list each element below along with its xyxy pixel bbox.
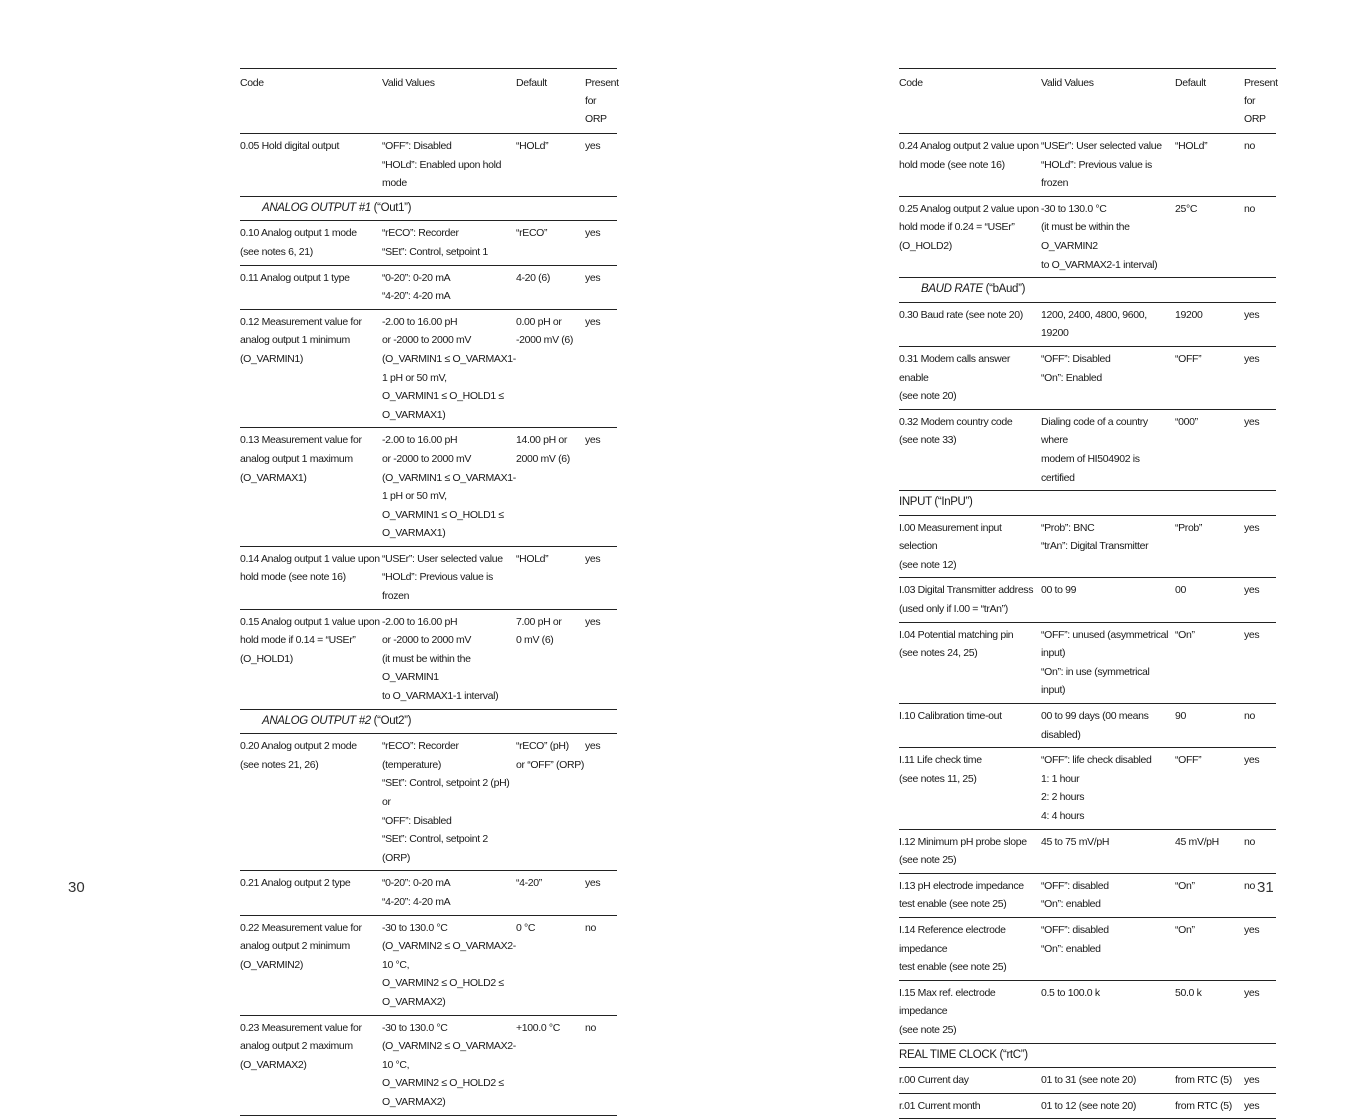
right-page-table (899, 68, 1276, 1119)
cell-valid-values: “USEr”: User selected value “HOLd”: Previous value is frozen (382, 546, 516, 609)
header-present-for-orp: Present for ORP (585, 69, 617, 134)
cell-code: r.01 Current month (899, 1093, 1041, 1119)
cell-code: 0.12 Measurement value for analog output 1 minimum (O_VARMIN1) (240, 309, 382, 428)
page-number-left: 30 (68, 879, 85, 896)
cell-valid-values: “USEr”: User selected value “HOLd”: Previous value is frozen (1041, 134, 1175, 197)
cell-present-for-orp: no (1244, 134, 1276, 197)
table-row (899, 917, 1276, 980)
table-header-row (899, 69, 1276, 134)
cell-present-for-orp: yes (585, 221, 617, 265)
cell-default: 0 °C (516, 915, 585, 1015)
cell-valid-values: “Prob”: BNC “trAn”: Digital Transmitter (1041, 515, 1175, 578)
cell-default: “HOLd” (516, 134, 585, 197)
cell-code: 0.20 Analog output 2 mode (see notes 21, 26) (240, 734, 382, 871)
cell-code: 0.31 Modem calls answer enable (see note 20) (899, 346, 1041, 409)
cell-default: from RTC (5) (1175, 1068, 1244, 1094)
cell-default: 90 (1175, 704, 1244, 748)
table-row (240, 734, 617, 871)
cell-present-for-orp: yes (1244, 917, 1276, 980)
section-title (899, 1043, 1276, 1068)
cell-valid-values: “OFF”: disabled “On”: enabled (1041, 917, 1175, 980)
cell-code: I.14 Reference electrode impedance test enable (see note 25) (899, 917, 1041, 980)
cell-code: I.12 Minimum pH probe slope (see note 25) (899, 829, 1041, 873)
table-row (899, 1093, 1276, 1119)
section-title-text: (“bAud”) (983, 283, 1025, 295)
page-number-right: 31 (1257, 879, 1274, 896)
table-row (899, 302, 1276, 346)
section-title-italic: BAUD RATE (899, 283, 983, 295)
cell-present-for-orp: yes (585, 134, 617, 197)
table-row (899, 873, 1276, 917)
cell-valid-values: “OFF”: Disabled “On”: Enabled (1041, 346, 1175, 409)
table-row (899, 409, 1276, 490)
cell-present-for-orp: yes (585, 265, 617, 309)
section-title-text: INPUT (“InPU”) (899, 496, 972, 508)
cell-valid-values: -2.00 to 16.00 pH or -2000 to 2000 mV (O_VARMIN1 ≤ O_VARMAX1-1 pH or 50 mV, O_VARMIN1 ≤ O_HOLD1 ≤ O_VARMAX1) (382, 309, 516, 428)
cell-valid-values: 01 to 12 (see note 20) (1041, 1093, 1175, 1119)
cell-default: 14.00 pH or 2000 mV (6) (516, 428, 585, 547)
table-row (899, 1068, 1276, 1094)
section-title-text: (“Out1”) (371, 202, 411, 214)
cell-default: from RTC (5) (1175, 1093, 1244, 1119)
cell-present-for-orp: yes (1244, 578, 1276, 622)
cell-present-for-orp: no (585, 1015, 617, 1115)
section-title (240, 196, 617, 221)
cell-default: 19200 (1175, 302, 1244, 346)
cell-valid-values: “rECO”: Recorder “SEt”: Control, setpoint 1 (382, 221, 516, 265)
section-header-row (899, 1043, 1276, 1068)
cell-default: +100.0 °C (516, 1015, 585, 1115)
cell-present-for-orp: yes (1244, 622, 1276, 703)
cell-default: 4-20 (6) (516, 265, 585, 309)
cell-valid-values: 01 to 31 (see note 20) (1041, 1068, 1175, 1094)
cell-present-for-orp: no (1244, 704, 1276, 748)
cell-present-for-orp: yes (585, 428, 617, 547)
table-row (899, 346, 1276, 409)
cell-code: 0.22 Measurement value for analog output 2 minimum (O_VARMIN2) (240, 915, 382, 1015)
cell-valid-values: 45 to 75 mV/pH (1041, 829, 1175, 873)
section-title-text: (“Out2”) (371, 715, 411, 727)
cell-default: “On” (1175, 917, 1244, 980)
cell-code: I.15 Max ref. electrode impedance (see note 25) (899, 980, 1041, 1043)
table-body (899, 69, 1276, 1119)
cell-valid-values: Dialing code of a country where modem of HI504902 is certified (1041, 409, 1175, 490)
cell-default: “rECO” (516, 221, 585, 265)
cell-valid-values: -2.00 to 16.00 pH or -2000 to 2000 mV (O_VARMIN1 ≤ O_VARMAX1-1 pH or 50 mV, O_VARMIN1 ≤ O_HOLD1 ≤ O_VARMAX1) (382, 428, 516, 547)
header-default: Default (1175, 69, 1244, 134)
section-title-italic: ANALOG OUTPUT #2 (240, 715, 371, 727)
cell-valid-values: “rECO”: Recorder (temperature) “SEt”: Control, setpoint 2 (pH) or “OFF”: Disabled “SEt”: Control, setpoint 2 (ORP) (382, 734, 516, 871)
cell-code: 0.21 Analog output 2 type (240, 871, 382, 915)
cell-valid-values: “OFF”: unused (asymmetrical input) “On”: in use (symmetrical input) (1041, 622, 1175, 703)
table-row (899, 748, 1276, 829)
cell-default: 25°C (1175, 196, 1244, 277)
cell-default: “On” (1175, 622, 1244, 703)
table-row (240, 546, 617, 609)
cell-code: 0.11 Analog output 1 type (240, 265, 382, 309)
cell-code: I.13 pH electrode impedance test enable (see note 25) (899, 873, 1041, 917)
cell-code: 0.15 Analog output 1 value upon hold mode if 0.14 = “USEr” (O_HOLD1) (240, 609, 382, 709)
header-code: Code (899, 69, 1041, 134)
table-row (240, 309, 617, 428)
table-end-rule (240, 1115, 617, 1116)
cell-code: 0.05 Hold digital output (240, 134, 382, 197)
section-title-text: REAL TIME CLOCK (“rtC”) (899, 1049, 1028, 1061)
cell-code: 0.32 Modem country code (see note 33) (899, 409, 1041, 490)
header-valid-values: Valid Values (1041, 69, 1175, 134)
cell-code: 0.25 Analog output 2 value upon hold mode if 0.24 = “USEr” (O_HOLD2) (899, 196, 1041, 277)
table-row (899, 578, 1276, 622)
cell-code: 0.30 Baud rate (see note 20) (899, 302, 1041, 346)
cell-present-for-orp: yes (1244, 409, 1276, 490)
section-title (899, 491, 1276, 516)
header-valid-values: Valid Values (382, 69, 516, 134)
cell-default: “4-20” (516, 871, 585, 915)
table-header-row (240, 69, 617, 134)
table-row (240, 134, 617, 197)
cell-code: r.00 Current day (899, 1068, 1041, 1094)
table-row (899, 134, 1276, 197)
cell-present-for-orp: no (1244, 196, 1276, 277)
section-header-row (899, 278, 1276, 303)
cell-valid-values: 0.5 to 100.0 k (1041, 980, 1175, 1043)
cell-code: I.04 Potential matching pin (see notes 24, 25) (899, 622, 1041, 703)
table-row (240, 871, 617, 915)
cell-default: 45 mV/pH (1175, 829, 1244, 873)
cell-present-for-orp: yes (1244, 515, 1276, 578)
table-row (240, 915, 617, 1015)
cell-code: 0.14 Analog output 1 value upon hold mode (see note 16) (240, 546, 382, 609)
cell-code: 0.23 Measurement value for analog output 2 maximum (O_VARMAX2) (240, 1015, 382, 1115)
table-row (899, 196, 1276, 277)
cell-default: 7.00 pH or 0 mV (6) (516, 609, 585, 709)
cell-present-for-orp: yes (1244, 1068, 1276, 1094)
cell-code: I.03 Digital Transmitter address (used only if I.00 = “trAn”) (899, 578, 1041, 622)
section-header-row (240, 709, 617, 734)
cell-present-for-orp: no (1244, 873, 1276, 917)
cell-present-for-orp: yes (1244, 980, 1276, 1043)
table-row (899, 704, 1276, 748)
cell-present-for-orp: yes (1244, 1093, 1276, 1119)
section-header-row (899, 491, 1276, 516)
table-body (240, 69, 617, 1116)
table-row (240, 265, 617, 309)
cell-valid-values: 1200, 2400, 4800, 9600, 19200 (1041, 302, 1175, 346)
cell-valid-values: -2.00 to 16.00 pH or -2000 to 2000 mV (it must be within the O_VARMIN1 to O_VARMAX1-1 interval) (382, 609, 516, 709)
table-row (240, 221, 617, 265)
table-row (899, 829, 1276, 873)
cell-code: I.10 Calibration time-out (899, 704, 1041, 748)
section-header-row (240, 196, 617, 221)
cell-code: 0.10 Analog output 1 mode (see notes 6, 21) (240, 221, 382, 265)
cell-valid-values: “0-20”: 0-20 mA “4-20”: 4-20 mA (382, 871, 516, 915)
table-row (899, 622, 1276, 703)
cell-code: 0.24 Analog output 2 value upon hold mode (see note 16) (899, 134, 1041, 197)
header-default: Default (516, 69, 585, 134)
table-row (240, 609, 617, 709)
cell-present-for-orp: no (1244, 829, 1276, 873)
section-title-italic: ANALOG OUTPUT #1 (240, 202, 371, 214)
cell-valid-values: “0-20”: 0-20 mA “4-20”: 4-20 mA (382, 265, 516, 309)
cell-present-for-orp: yes (585, 309, 617, 428)
cell-default: “On” (1175, 873, 1244, 917)
cell-code: I.11 Life check time (see notes 11, 25) (899, 748, 1041, 829)
table-row (240, 428, 617, 547)
header-code: Code (240, 69, 382, 134)
table-row (899, 515, 1276, 578)
cell-present-for-orp: yes (1244, 302, 1276, 346)
cell-present-for-orp: yes (585, 734, 617, 871)
cell-default: “HOLd” (1175, 134, 1244, 197)
cell-present-for-orp: no (585, 915, 617, 1015)
end-rule-cell (240, 1115, 617, 1116)
cell-default: “HOLd” (516, 546, 585, 609)
table-row (899, 980, 1276, 1043)
section-title (899, 278, 1276, 303)
cell-valid-values: -30 to 130.0 °C (O_VARMIN2 ≤ O_VARMAX2-10 °C, O_VARMIN2 ≤ O_HOLD2 ≤ O_VARMAX2) (382, 915, 516, 1015)
cell-valid-values: “OFF”: life check disabled 1: 1 hour 2: 2 hours 4: 4 hours (1041, 748, 1175, 829)
cell-valid-values: 00 to 99 days (00 means disabled) (1041, 704, 1175, 748)
cell-default: “OFF” (1175, 748, 1244, 829)
cell-present-for-orp: yes (1244, 748, 1276, 829)
cell-valid-values: 00 to 99 (1041, 578, 1175, 622)
cell-valid-values: “OFF”: disabled “On”: enabled (1041, 873, 1175, 917)
cell-default: “Prob” (1175, 515, 1244, 578)
cell-code: 0.13 Measurement value for analog output 1 maximum (O_VARMAX1) (240, 428, 382, 547)
cell-default: “000” (1175, 409, 1244, 490)
cell-valid-values: -30 to 130.0 °C (it must be within the O_VARMIN2 to O_VARMAX2-1 interval) (1041, 196, 1175, 277)
section-title (240, 709, 617, 734)
cell-present-for-orp: yes (585, 546, 617, 609)
cell-valid-values: “OFF”: Disabled “HOLd”: Enabled upon hold mode (382, 134, 516, 197)
left-page-table (240, 68, 617, 1116)
cell-default: “OFF” (1175, 346, 1244, 409)
cell-code: I.00 Measurement input selection (see note 12) (899, 515, 1041, 578)
cell-present-for-orp: yes (585, 871, 617, 915)
cell-valid-values: -30 to 130.0 °C (O_VARMIN2 ≤ O_VARMAX2-10 °C, O_VARMIN2 ≤ O_HOLD2 ≤ O_VARMAX2) (382, 1015, 516, 1115)
cell-default: 50.0 k (1175, 980, 1244, 1043)
table-row (240, 1015, 617, 1115)
cell-present-for-orp: yes (1244, 346, 1276, 409)
cell-default: “rECO” (pH) or “OFF” (ORP) (516, 734, 585, 871)
cell-default: 00 (1175, 578, 1244, 622)
header-present-for-orp: Present for ORP (1244, 69, 1276, 134)
cell-default: 0.00 pH or -2000 mV (6) (516, 309, 585, 428)
cell-present-for-orp: yes (585, 609, 617, 709)
